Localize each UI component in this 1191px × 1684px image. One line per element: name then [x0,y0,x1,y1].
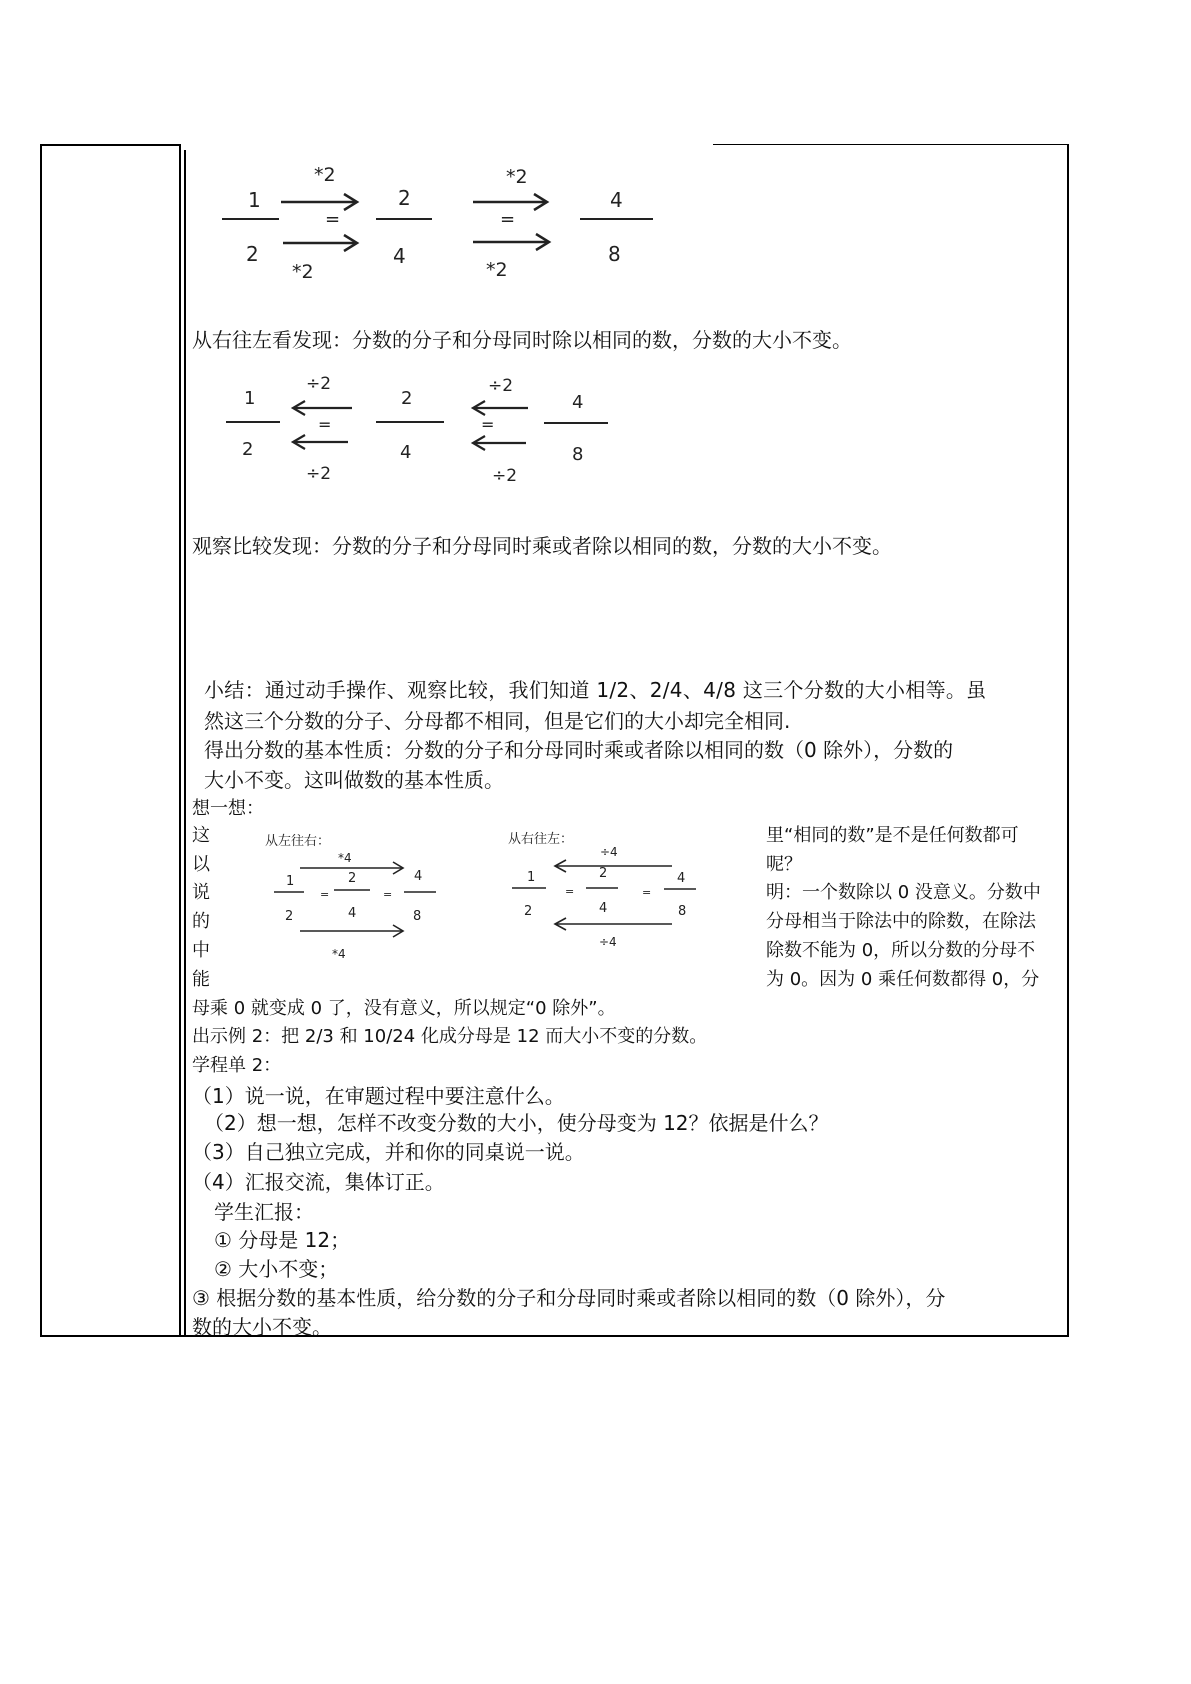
table-right-border [1067,144,1069,1337]
bottom-op-2: *2 [486,259,508,281]
think-right-line-3: 明：一个数除以 0 没意义。分数中 [766,882,1041,903]
fraction-1-den: 2 [524,904,533,919]
fraction-1-den: 2 [242,439,254,460]
top-op-2: ÷2 [488,376,514,396]
fraction-2-num: 2 [348,871,357,886]
eq-2: = [500,209,516,230]
think-left-char-2: 以 [192,854,210,875]
eq-2: = [383,888,393,901]
bottom-op-1: *2 [292,261,314,283]
top-op-1: *2 [314,164,336,186]
finding-right-to-left: 从右往左看发现：分数的分子和分母同时除以相同的数，分数的大小不变。 [192,328,852,352]
report-item-1: ① 分母是 12； [214,1228,351,1252]
fraction-3-den: 8 [608,242,621,266]
fraction-2-den: 4 [599,901,608,916]
fraction-1-den: 2 [246,242,259,266]
fraction-3-num: 4 [572,392,584,413]
report-title: 学生汇报： [214,1200,314,1224]
eq-1: = [325,209,341,230]
eq-2: = [481,415,495,434]
table-top-border-right [713,144,1069,145]
worksheet-item-3: （3）自己独立完成，并和你的同桌说一说。 [192,1140,585,1164]
think-right-line-5: 除数不能为 0，所以分数的分母不 [766,940,1036,961]
fraction-3-den: 8 [413,909,422,924]
top-op: ÷4 [600,845,618,859]
diagram-label: 从左往右： [265,834,331,849]
table-column-divider [179,144,181,1337]
report-item-2: ② 大小不变； [214,1257,339,1281]
fraction-3-num: 4 [414,869,423,884]
right-to-left-diagram [500,826,710,958]
divide-fraction-diagram [216,366,626,488]
example-2: 出示例 2：把 2/3 和 10/24 化成分母是 12 而大小不变的分数。 [192,1026,708,1047]
worksheet-title: 学程单 2： [192,1055,282,1076]
fraction-1-den: 2 [285,909,294,924]
think-left-char-6: 能 [192,969,210,990]
fraction-2-den: 4 [393,244,406,268]
think-heading: 想一想： [192,798,264,819]
bottom-op-2: ÷2 [492,466,518,486]
fraction-1-num: 1 [244,388,256,409]
fraction-3-num: 4 [677,871,686,886]
fraction-2-den: 4 [348,906,357,921]
think-right-line-2: 呢？ [766,854,802,875]
think-right-line-1: 里“相同的数”是不是任何数都可 [766,825,1019,846]
bottom-op-1: ÷2 [306,464,332,484]
finding-compare: 观察比较发现：分数的分子和分母同时乘或者除以相同的数，分数的大小不变。 [192,534,892,558]
top-op: *4 [338,851,352,865]
final-line-1: ③ 根据分数的基本性质，给分数的分子和分母同时乘或者除以相同的数（0 除外），分 [192,1286,946,1310]
think-right-line-6: 为 0。因为 0 乘任何数都得 0，分 [766,969,1040,990]
final-line-2: 数的大小不变。 [192,1315,332,1339]
think-left-char-4: 的 [192,911,210,932]
multiply-fraction-diagram [210,158,670,288]
diagram-label: 从右往左： [508,832,574,847]
summary-line-4: 大小不变。这叫做数的基本性质。 [204,768,504,792]
fraction-1-num: 1 [248,188,261,212]
think-left-char-3: 说 [192,882,210,903]
think-left-char-1: 这 [192,825,210,846]
eq-2: = [642,886,652,899]
fraction-1-num: 1 [286,874,295,889]
fraction-3-den: 8 [678,904,687,919]
fraction-2-num: 2 [398,186,411,210]
fraction-3-den: 8 [572,444,584,465]
summary-line-2: 然这三个分数的分子、分母都不相同，但是它们的大小却完全相同. [204,709,791,733]
table-left-border [40,144,42,1337]
fraction-2-num: 2 [401,388,413,409]
summary-line-1: 小结：通过动手操作、观察比较，我们知道 1/2、2/4、4/8 这三个分数的大小相等。虽 [204,678,987,702]
left-to-right-diagram [258,828,448,968]
think-right-line-4: 分母相当于除法中的除数，在除法 [766,911,1036,932]
worksheet-item-4: （4）汇报交流，集体订正。 [192,1170,445,1194]
summary-line-3: 得出分数的基本性质：分数的分子和分母同时乘或者除以相同的数（0 除外），分数的 [204,738,954,762]
eq-1: = [318,415,332,434]
fraction-2-num: 2 [599,866,608,881]
think-left-char-5: 中 [192,940,210,961]
worksheet-item-1: （1）说一说，在审题过程中要注意什么。 [192,1084,565,1108]
fraction-3-num: 4 [610,188,623,212]
table-column-divider-2 [184,150,186,1337]
fraction-1-num: 1 [527,870,536,885]
top-op-1: ÷2 [306,374,332,394]
bottom-op: *4 [332,947,346,961]
think-continuation: 母乘 0 就变成 0 了，没有意义，所以规定“0 除外”。 [192,998,616,1019]
table-top-border [40,144,180,146]
top-op-2: *2 [506,166,528,188]
bottom-op: ÷4 [599,935,617,949]
worksheet-item-2: （2）想一想，怎样不改变分数的大小，使分母变为 12？依据是什么？ [204,1111,829,1135]
fraction-2-den: 4 [400,442,412,463]
eq-1: = [565,885,575,898]
eq-1: = [320,888,330,901]
